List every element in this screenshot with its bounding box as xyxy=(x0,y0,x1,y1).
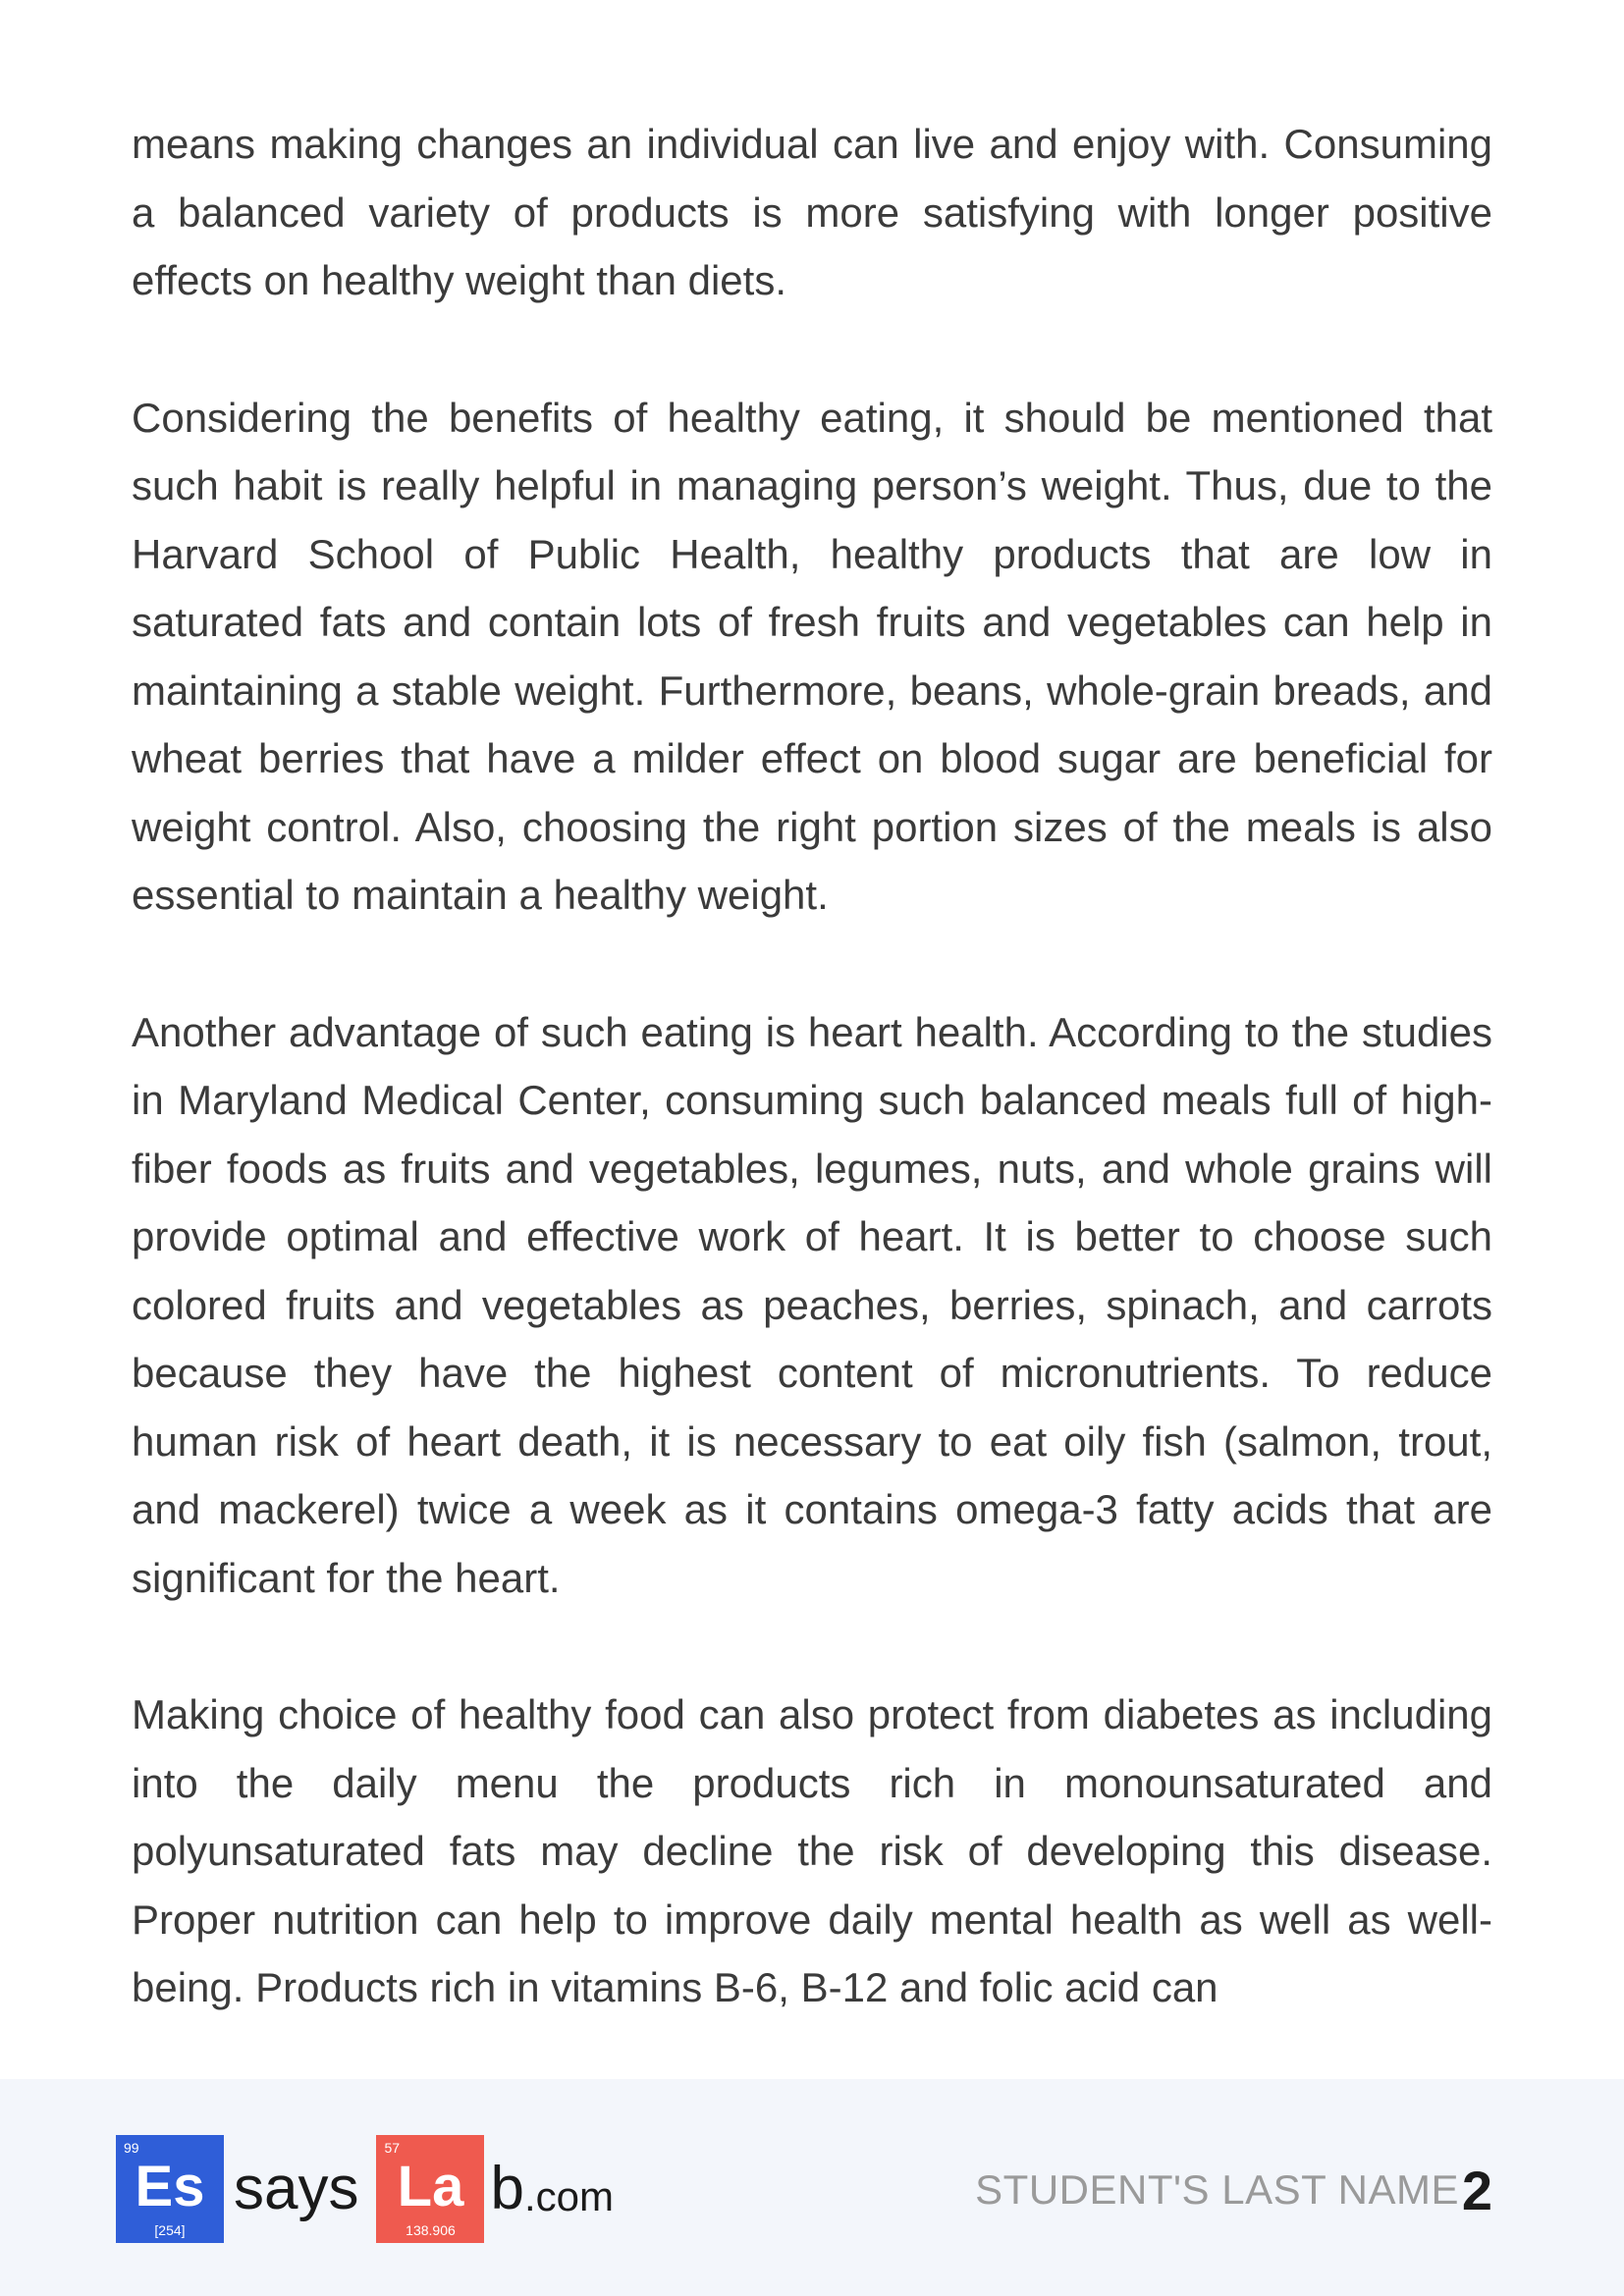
logo-tile-la-mass: 138.906 xyxy=(406,2222,456,2238)
logo-tile-es xyxy=(116,2135,224,2243)
student-last-name: STUDENT'S LAST NAME xyxy=(975,2166,1459,2213)
logo-word-b: b xyxy=(490,2155,524,2222)
page-number: 2 xyxy=(1461,2160,1492,2221)
logo-tile-es-number: 99 xyxy=(124,2140,139,2156)
paragraph-4: Making choice of healthy food can also protect from diabetes as including into the daily menu the products rich in monounsaturated and polyunsaturated fats may decline the risk of developing this disease. Proper nutrition can help to improve daily mental health as well as well-being. Products rich in vitamins B-6, B-12 and folic acid can xyxy=(132,1691,1492,2010)
paragraph-2: Considering the benefits of healthy eating, it should be mentioned that such habit is really helpful in managing person’s weight. Thus, due to the Harvard School of Public Health, healthy products that are low in saturated fats and contain lots of fresh fruits and vegetables can help in maintaining a stable weight. Furthermore, beans, whole-grain breads, and wheat berries that have a milder effect on blood sugar are beneficial for weight control. Also, choosing the right portion sizes of the meals is also essential to maintain a healthy weight. xyxy=(132,394,1492,918)
logo-tile-es-mass: [254] xyxy=(154,2222,186,2238)
paragraph-3: Another advantage of such eating is heart health. According to the studies in Maryland Medical Center, consuming such balanced meals full of high-fiber foods as fruits and vegetables, legumes, nuts, and whole grains will provide optimal and effective work of heart. It is better to choose such colored fruits and vegetables as peaches, berries, spinach, and carrots because they have the highest content of micronutrients. To reduce human risk of heart death, it is necessary to eat oily fish (salmon, trout, and mackerel) twice a week as it contains omega-3 fatty acids that are significant for the heart. xyxy=(132,1008,1492,1601)
logo-suffix-com: .com xyxy=(523,2173,614,2219)
paragraph-1: means making changes an individual can live and enjoy with. Consuming a balanced variety of products is more satisfying with longer positive effects on healthy weight than diets. xyxy=(132,121,1492,303)
document-body xyxy=(132,110,1492,2022)
logo-word-says: says xyxy=(234,2155,359,2222)
logo-tile-la-number: 57 xyxy=(384,2140,401,2156)
logo-tile-es-symbol: Es xyxy=(135,2155,205,2218)
page-footer xyxy=(0,2079,1624,2296)
logo-tile-la xyxy=(376,2135,484,2243)
logo-tile-la-symbol: La xyxy=(397,2155,464,2218)
essayslab-logo[interactable] xyxy=(116,2134,614,2244)
